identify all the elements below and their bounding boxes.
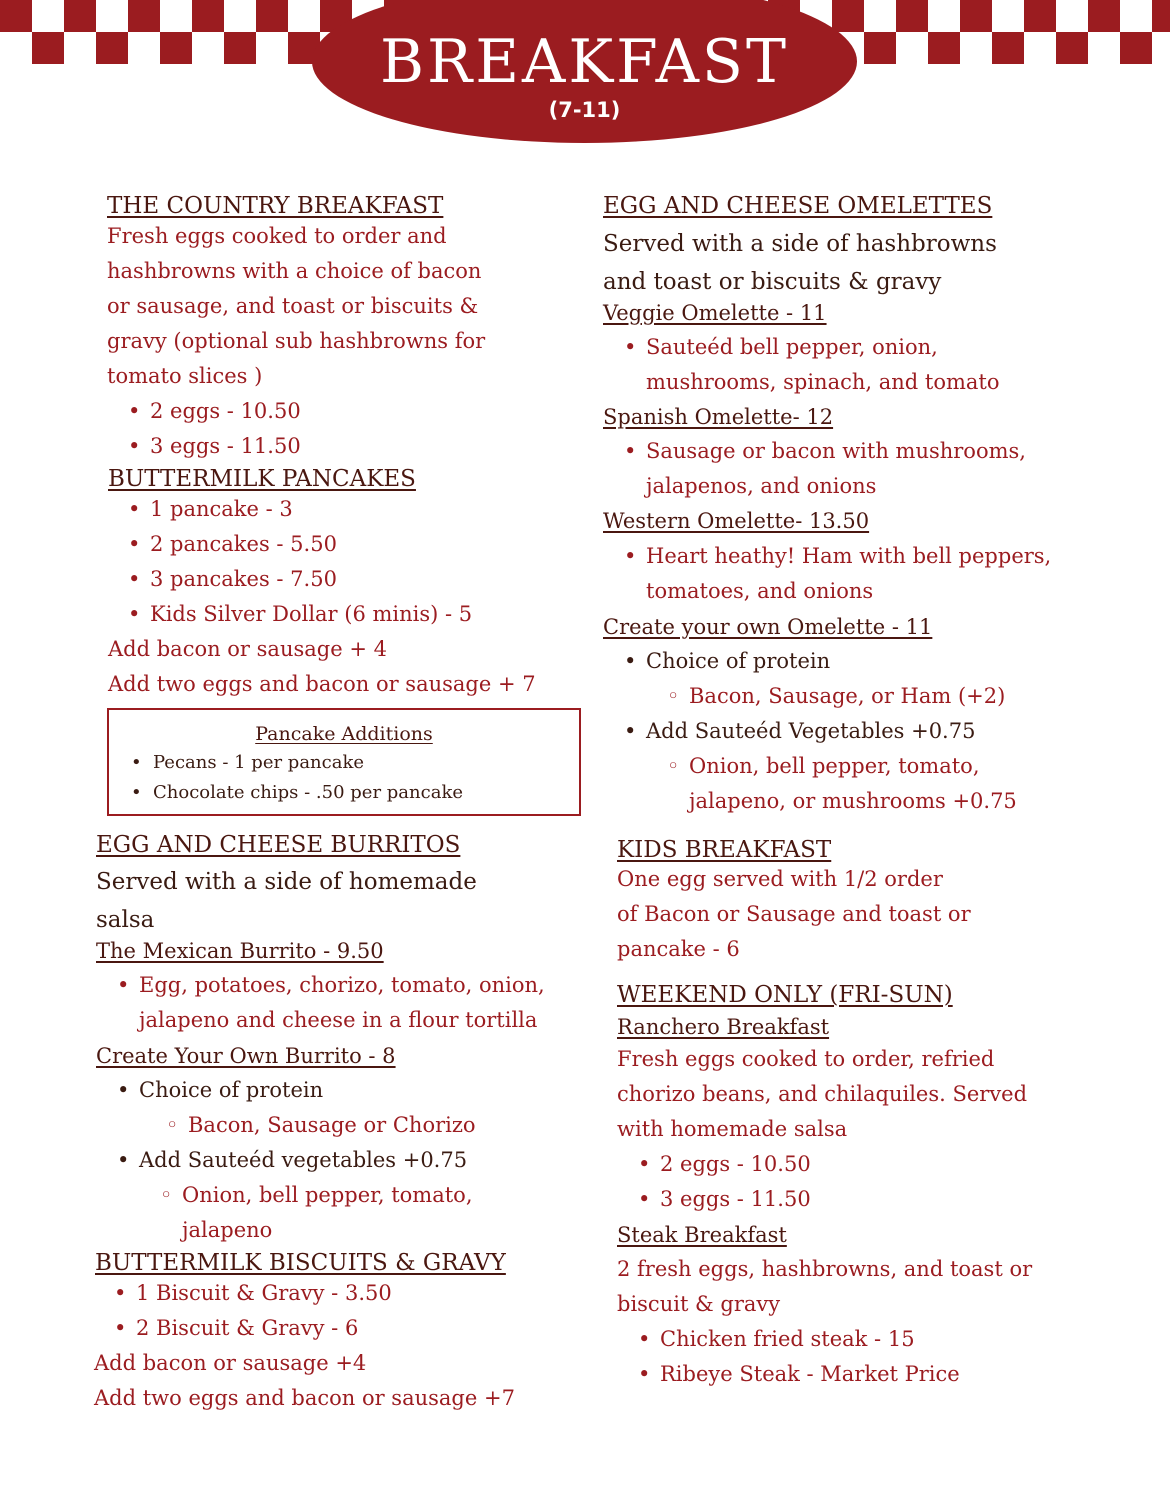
list-item: • 1 pancake - 3 [150,492,472,527]
checker-square [1024,0,1056,32]
steak-breakfast-name: Steak Breakfast [617,1223,787,1247]
pancake-additions-box [107,708,581,816]
spanish-omelette-name: Spanish Omelette- 12 [603,405,834,429]
list-item: • Choice of protein [646,644,830,679]
kids-breakfast-heading: KIDS BREAKFAST [617,837,832,863]
create-omelette-vegetables [646,714,975,749]
list-item: • Chicken fried steak - 15 [660,1322,960,1357]
biscuits-heading: BUTTERMILK BISCUITS & GRAVY [95,1250,506,1276]
omelettes-subtitle: Served with a side of hashbrowns and toast or biscuits & gravy [603,231,997,295]
burritos-subtitle: Served with a side of homemade salsa [96,869,477,933]
create-omelette-vegetable-options [689,749,1017,819]
western-omelette-name: Western Omelette- 13.50 [603,509,870,533]
country-breakfast-heading: THE COUNTRY BREAKFAST [107,193,444,219]
list-item: • Heart heathy! Ham with bell peppers, tomatoes, and onions [646,539,1051,609]
list-item: • Chocolate chips - .50 per pancake [153,778,463,808]
list-item: ◦ Bacon, Sausage, or Ham (+2) [689,679,1005,714]
create-omelette-protein-options [689,679,1005,714]
pancake-additions-title: Pancake Additions [255,723,433,745]
create-burrito-vegetables [139,1143,467,1178]
omelettes-heading: EGG AND CHEESE OMELETTES [603,193,993,219]
kids-breakfast-description: One egg served with 1/2 order of Bacon or Sausage and toast or pancake - 6 [617,867,971,961]
checker-square [0,0,32,32]
list-item: • Ribeye Steak - Market Price [660,1357,960,1392]
create-burrito-protein [139,1073,323,1108]
list-item: • 3 eggs - 11.50 [660,1182,811,1217]
ranchero-list [660,1147,811,1217]
list-item: • 2 pancakes - 5.50 [150,527,472,562]
list-item: • Add Sauteéd Vegetables +0.75 [646,714,975,749]
weekend-heading: WEEKEND ONLY (FRI-SUN) [617,982,953,1008]
mexican-burrito-description [139,968,545,1038]
country-breakfast-list [150,394,301,464]
serving-hours: (7-11) [548,98,621,122]
veggie-omelette-name: Veggie Omelette - 11 [603,301,827,325]
ranchero-description: Fresh eggs cooked to order, refried chorizo beans, and chilaquiles. Served with homemade salsa [617,1047,1028,1141]
checker-square [1056,32,1088,64]
list-item: • Sauteéd bell pepper, onion, mushrooms, spinach, and tomato [646,330,999,400]
page-title: BREAKFAST [379,27,790,97]
pancake-additions-list [153,748,463,808]
create-burrito-protein-options [188,1108,476,1143]
checker-square [1088,0,1120,32]
checker-square [928,32,960,64]
checker-square [1120,32,1152,64]
biscuits-addons: Add bacon or sausage +4 Add two eggs and bacon or sausage +7 [94,1351,515,1410]
checker-square [992,32,1024,64]
pancakes-heading: BUTTERMILK PANCAKES [108,466,416,492]
list-item: • Egg, potatoes, chorizo, tomato, onion, jalapeno and cheese in a flour tortilla [139,968,545,1038]
checker-square [128,0,160,32]
pancakes-addons: Add bacon or sausage + 4 Add two eggs and bacon or sausage + 7 [108,637,536,696]
burritos-heading: EGG AND CHEESE BURRITOS [96,832,461,858]
steak-breakfast-list [660,1322,960,1392]
create-burrito-name: Create Your Own Burrito - 8 [96,1044,396,1068]
checker-square [1152,0,1170,32]
list-item: • 2 eggs - 10.50 [660,1147,811,1182]
list-item: • 2 eggs - 10.50 [150,394,301,429]
checker-square [32,32,64,64]
western-omelette-description [646,539,1051,609]
ranchero-name: Ranchero Breakfast [617,1015,830,1039]
veggie-omelette-description [646,330,999,400]
list-item: ◦ Onion, bell pepper, tomato, jalapeno, or mushrooms +0.75 [689,749,1017,819]
list-item: • 3 pancakes - 7.50 [150,562,472,597]
checker-square [960,0,992,32]
checker-square [224,32,256,64]
checker-square [896,0,928,32]
spanish-omelette-description [646,434,1026,504]
checker-square [96,32,128,64]
create-omelette-name: Create your own Omelette - 11 [603,615,933,639]
checker-square [192,0,224,32]
create-burrito-vegetable-options [182,1178,473,1248]
biscuits-list [136,1276,392,1346]
list-item: • Add Sauteéd vegetables +0.75 [139,1143,467,1178]
checker-square [256,0,288,32]
list-item: • 3 eggs - 11.50 [150,429,301,464]
list-item: • Choice of protein [139,1073,323,1108]
list-item: ◦ Bacon, Sausage or Chorizo [188,1108,476,1143]
country-breakfast-description: Fresh eggs cooked to order and hashbrowns with a choice of bacon or sausage, and toast or biscuits & gravy (optional sub hashbrowns for tomato slices ) [107,224,486,388]
list-item: • Sausage or bacon with mushrooms, jalapenos, and onions [646,434,1026,504]
checker-square [64,0,96,32]
checker-square [160,32,192,64]
list-item: ◦ Onion, bell pepper, tomato, jalapeno [182,1178,473,1248]
list-item: • 2 Biscuit & Gravy - 6 [136,1311,392,1346]
create-omelette-protein [646,644,830,679]
list-item: • Pecans - 1 per pancake [153,748,463,778]
mexican-burrito-name: The Mexican Burrito - 9.50 [96,939,384,963]
list-item: • Kids Silver Dollar (6 minis) - 5 [150,597,472,632]
list-item: • 1 Biscuit & Gravy - 3.50 [136,1276,392,1311]
pancakes-list [150,492,472,632]
steak-breakfast-description: 2 fresh eggs, hashbrowns, and toast or biscuit & gravy [617,1257,1033,1316]
checker-square [864,32,896,64]
